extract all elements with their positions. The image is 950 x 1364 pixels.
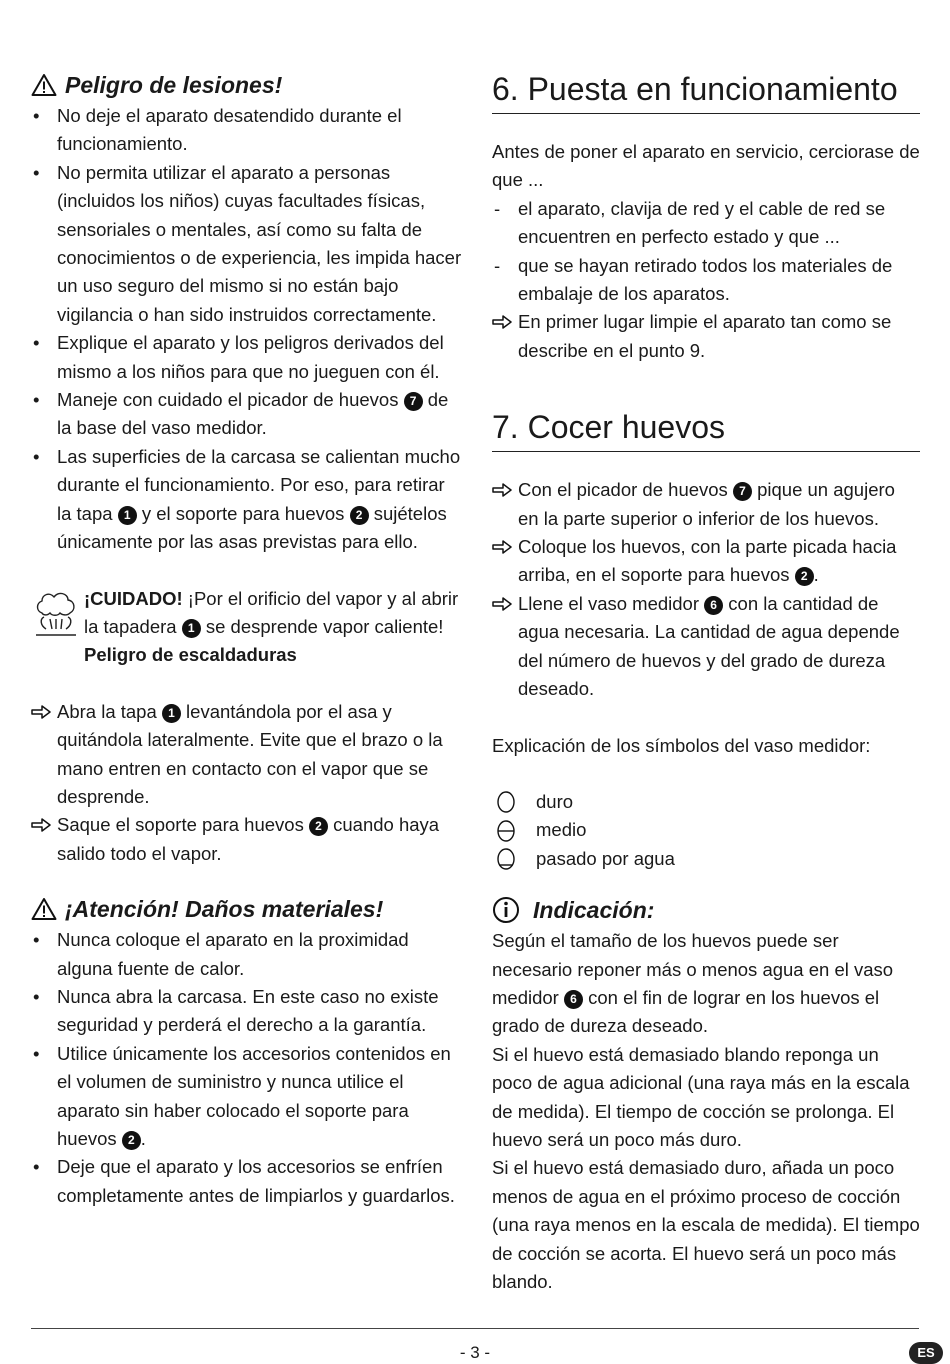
damage-list (31, 926, 463, 1210)
language-badge: ES (909, 1342, 943, 1364)
section-6-intro: Antes de poner el aparato en servicio, cerciorase de que ... (492, 141, 920, 191)
note-paragraph: Si el huevo está demasiado duro, añada un poco menos de agua en el próximo proceso de cocción (una raya menos en la escala de medida). El tiempo de cocción se acorta. El huevo será un poco más blando. (492, 1157, 920, 1292)
part-number-badge: 2 (309, 817, 328, 836)
egg-hard-icon (496, 790, 516, 814)
part-number-badge: 1 (182, 619, 201, 638)
steam-hand-icon (34, 589, 78, 639)
symbol-row: pasado por agua (492, 845, 920, 873)
damage-heading: ¡Atención! Daños materiales! (31, 894, 463, 924)
arrow-right-icon (492, 597, 512, 611)
note-paragraph: Según el tamaño de los huevos puede ser necesario reponer más o menos agua en el vaso medidor 6 con el fin de lograr en los huevos el grado de dureza deseado. (492, 930, 894, 1037)
part-number-badge: 7 (733, 482, 752, 501)
footer-divider (31, 1328, 919, 1329)
list-item: • Las superficies de la carcasa se calientan mucho durante el funcionamiento. Por eso, para retirar la tapa 1 y el soporte para huevos 2 sujételos únicamente por las asas previstas para ello. (31, 443, 463, 557)
part-number-badge: 6 (564, 990, 583, 1009)
instruction-step: Llene el vaso medidor 6 con la cantidad de agua necesaria. La cantidad de agua depende del número de huevos y del grado de dureza deseado. (492, 590, 920, 704)
egg-medium-icon (496, 819, 516, 843)
arrow-right-icon (31, 705, 51, 719)
part-number-badge: 1 (118, 506, 137, 525)
list-item: • Maneje con cuidado el picador de huevos 7 de la base del vaso medidor. (31, 386, 463, 443)
warning-triangle-icon (31, 897, 57, 921)
arrow-right-icon (492, 483, 512, 497)
injury-heading: Peligro de lesiones! (31, 70, 463, 100)
symbol-row: medio (492, 816, 920, 844)
list-item: - el aparato, clavija de red y el cable de red se encuentren en perfecto estado y que ... (492, 195, 920, 252)
instruction-step: Coloque los huevos, con la parte picada hacia arriba, en el soporte para huevos 2 . (492, 533, 920, 590)
section-7-steps (492, 476, 920, 703)
list-item: • Nunca abra la carcasa. En este caso no existe seguridad y perderá el derecho a la garantía. (31, 983, 463, 1040)
list-item: - que se hayan retirado todos los materiales de embalaje de los aparatos. (492, 252, 920, 309)
list-item: • No deje el aparato desatendido durante el funcionamiento. (31, 102, 463, 159)
symbols-intro: Explicación de los símbolos del vaso medidor: (492, 734, 871, 756)
part-number-badge: 2 (122, 1131, 141, 1150)
section-6-title: 6. Puesta en funcionamiento (492, 70, 920, 114)
section-6-checklist (492, 195, 920, 309)
instruction-step: Abra la tapa 1 levantándola por el asa y quitándola lateralmente. Evite que el brazo o la mano entren en contacto con el vapor que se desprende. (31, 698, 463, 812)
symbol-legend (492, 788, 920, 873)
right-column (492, 70, 920, 1296)
list-item: • Deje que el aparato y los accesorios se enfríen completamente antes de limpiarlos y guardarlos. (31, 1153, 463, 1210)
part-number-badge: 7 (404, 392, 423, 411)
arrow-right-icon (31, 818, 51, 832)
warning-triangle-icon (31, 73, 57, 97)
note-heading: Indicación: (492, 895, 920, 925)
left-column (31, 70, 463, 1210)
section-7-title: 7. Cocer huevos (492, 408, 920, 452)
list-item: • Nunca coloque el aparato en la proximidad alguna fuente de calor. (31, 926, 463, 983)
instruction-step: Con el picador de huevos 7 pique un agujero en la parte superior o inferior de los huevos. (492, 476, 920, 533)
injury-list (31, 102, 463, 557)
note-paragraph: Si el huevo está demasiado blando reponga un poco de agua adicional (una raya más en la escala de medida). El tiempo de cocción se prolonga. El huevo será un poco más duro. (492, 1043, 910, 1150)
arrow-right-icon (492, 540, 512, 554)
part-number-badge: 2 (350, 506, 369, 525)
symbol-row: duro (492, 788, 920, 816)
instruction-step: En primer lugar limpie el aparato tan como se describe en el punto 9. (492, 308, 920, 365)
note-body (492, 927, 920, 1296)
list-item: • Explique el aparato y los peligros derivados del mismo a los niños para que no jueguen con él. (31, 329, 463, 386)
part-number-badge: 6 (704, 596, 723, 615)
instruction-step: Saque el soporte para huevos 2 cuando haya salido todo el vapor. (31, 811, 463, 868)
list-item: • Utilice únicamente los accesorios contenidos en el volumen de suministro y nunca utilice el aparato sin haber colocado el soporte para huevos 2 . (31, 1040, 463, 1154)
caution-notice: ¡CUIDADO! ¡Por el orificio del vapor y al abrir la tapadera 1 se desprende vapor caliente! Peligro de escaldaduras (31, 585, 463, 670)
page-number: - 3 - (459, 1343, 491, 1362)
info-icon (492, 896, 520, 924)
list-item: • No permita utilizar el aparato a personas (incluidos los niños) cuyas facultades físicas, sensoriales o mentales, así como su falta de conocimientos o de experiencia, les impida hacer un uso seguro del mismo si no están bajo vigilancia o han sido instruidos correctamente. (31, 159, 463, 329)
arrow-right-icon (492, 315, 512, 329)
steam-steps (31, 698, 463, 868)
part-number-badge: 2 (795, 567, 814, 586)
part-number-badge: 1 (162, 704, 181, 723)
egg-soft-icon (496, 847, 516, 871)
